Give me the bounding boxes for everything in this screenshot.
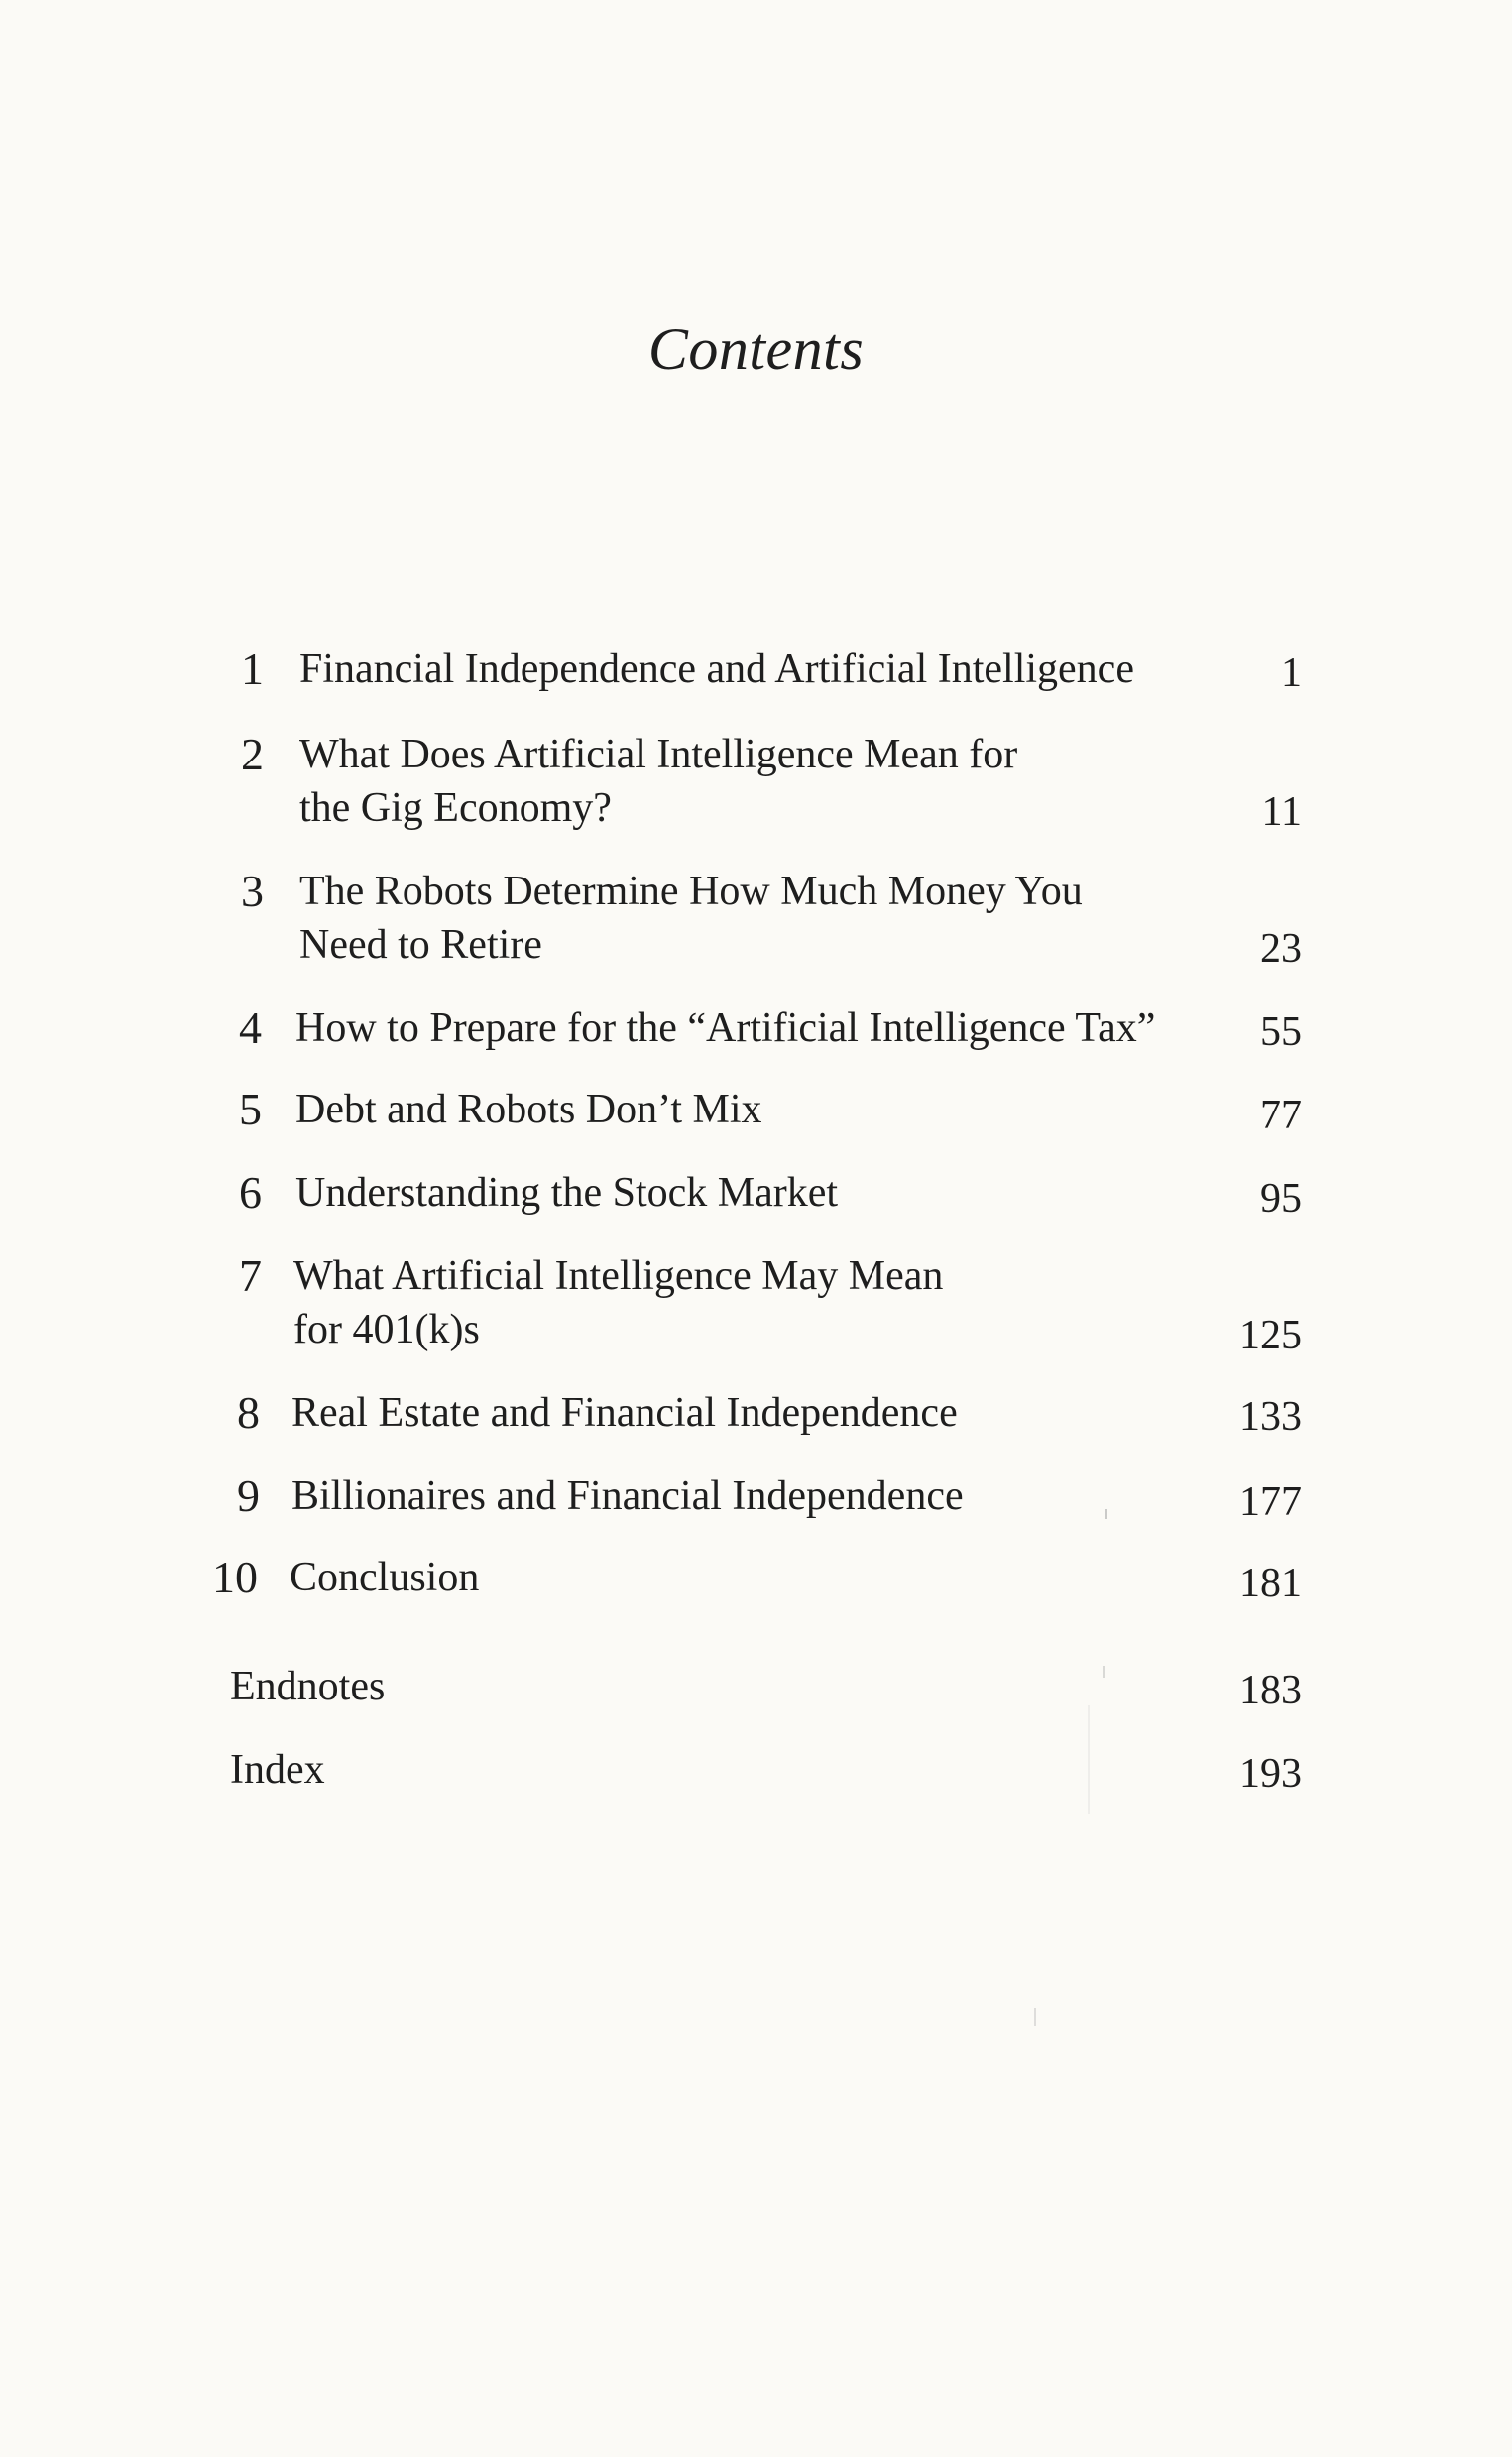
chapter-title: What Does Artificial Intelligence Mean for the Gig Economy?	[299, 732, 1018, 831]
chapter-title: Financial Independence and Artificial Intelligence	[299, 646, 1134, 692]
back-matter-title: Index	[230, 1747, 325, 1793]
scan-mark	[1105, 1509, 1107, 1519]
chapter-page-number: 11	[1261, 789, 1302, 835]
back-matter-page-number: 193	[1239, 1751, 1302, 1797]
scan-mark	[1088, 1705, 1090, 1814]
back-matter-title: Endnotes	[230, 1664, 386, 1709]
chapter-page-number: 77	[1260, 1093, 1302, 1138]
chapter-page-number: 1	[1281, 650, 1302, 696]
chapter-number: 8	[237, 1387, 260, 1438]
chapter-title: The Robots Determine How Much Money You Need to Retire	[299, 869, 1083, 968]
chapter-number: 3	[241, 866, 264, 916]
chapter-title: How to Prepare for the “Artificial Intelligence Tax”	[295, 1005, 1156, 1051]
chapter-title: What Artificial Intelligence May Mean for 401(k)s	[293, 1253, 944, 1352]
chapter-page-number: 125	[1239, 1313, 1302, 1358]
chapter-number: 10	[212, 1552, 258, 1602]
chapter-page-number: 55	[1260, 1009, 1302, 1055]
chapter-page-number: 133	[1239, 1394, 1302, 1440]
page-title: Contents	[647, 316, 865, 382]
chapter-title: Debt and Robots Don’t Mix	[295, 1087, 762, 1132]
chapter-number: 9	[237, 1470, 260, 1521]
chapter-title: Billionaires and Financial Independence	[291, 1473, 964, 1519]
chapter-number: 4	[239, 1002, 262, 1053]
chapter-title: Conclusion	[290, 1555, 480, 1600]
chapter-number: 1	[241, 644, 264, 694]
chapter-title: Real Estate and Financial Independence	[291, 1390, 958, 1436]
chapter-title: Understanding the Stock Market	[295, 1170, 839, 1216]
chapter-number: 5	[239, 1084, 262, 1134]
chapter-page-number: 95	[1260, 1176, 1302, 1222]
chapter-number: 2	[241, 729, 264, 779]
chapter-page-number: 181	[1239, 1561, 1302, 1606]
scan-mark	[1103, 1666, 1105, 1678]
scan-mark	[1034, 2008, 1036, 2026]
chapter-page-number: 23	[1260, 926, 1302, 972]
back-matter-page-number: 183	[1239, 1668, 1302, 1713]
chapter-page-number: 177	[1239, 1479, 1302, 1525]
chapter-number: 6	[239, 1167, 262, 1218]
chapter-number: 7	[239, 1250, 262, 1301]
